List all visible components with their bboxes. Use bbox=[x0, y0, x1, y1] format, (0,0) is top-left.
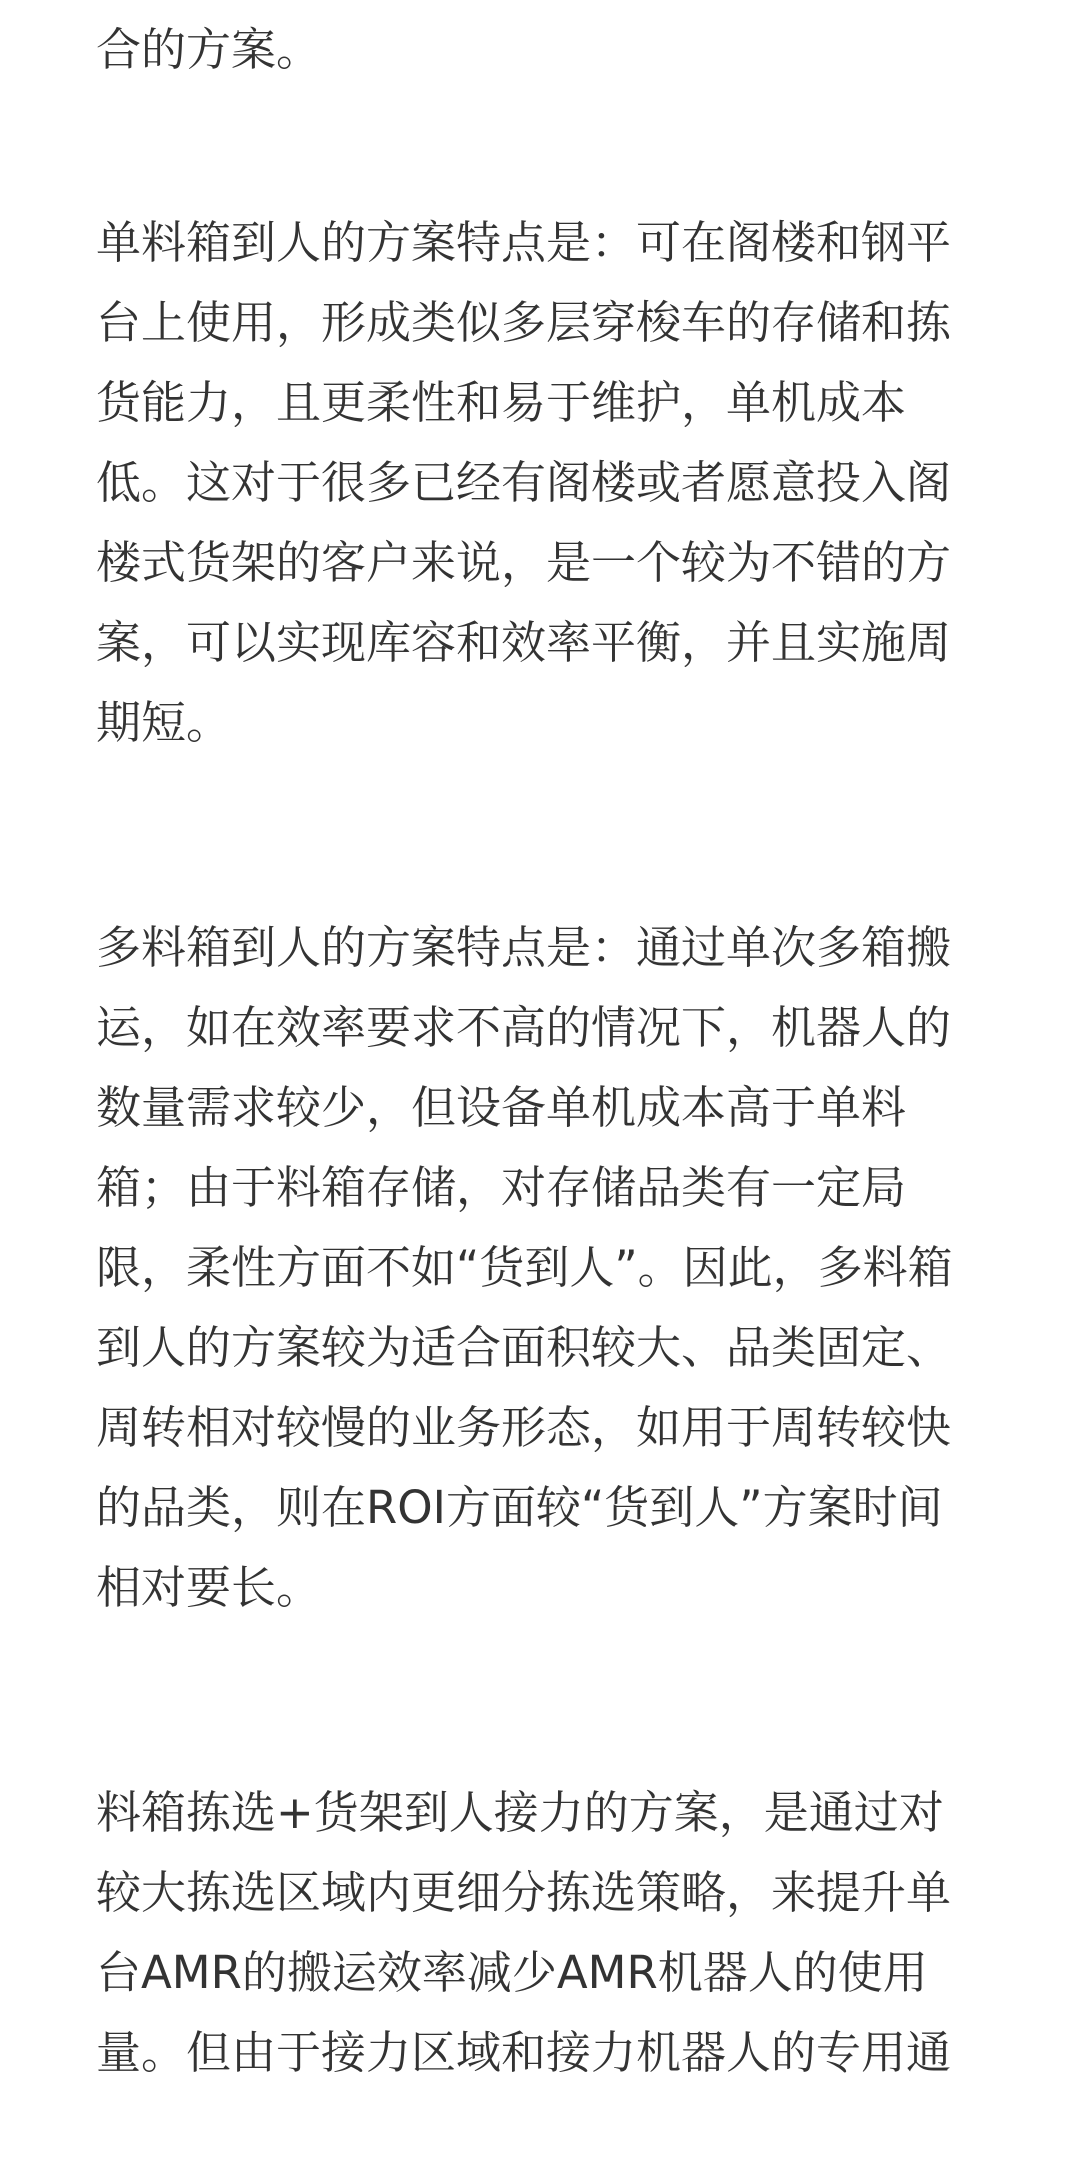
text-line: 货能力，且更柔性和易于维护，单机成本 bbox=[96, 376, 907, 429]
text-line: 限，柔性方面不如“货到人”。因此，多料箱 bbox=[96, 1241, 953, 1294]
text-line: 的品类，则在ROI方面较“货到人”方案时间 bbox=[96, 1481, 943, 1534]
text-line: 箱；由于料箱存储，对存储品类有一定局 bbox=[96, 1161, 907, 1214]
text-line: 较大拣选区域内更细分拣选策略，来提升单 bbox=[96, 1866, 952, 1919]
text-line: 运，如在效率要求不高的情况下，机器人的 bbox=[96, 1001, 952, 1054]
text-line: 到人的方案较为适合面积较大、品类固定、 bbox=[96, 1321, 952, 1374]
text-line: 单料箱到人的方案特点是：可在阁楼和钢平 bbox=[96, 216, 952, 269]
text-line: 案，可以实现库容和效率平衡，并且实施周 bbox=[96, 616, 952, 669]
text-line: 相对要长。 bbox=[96, 1561, 322, 1614]
text-line: 台AMR的搬运效率减少AMR机器人的使用 bbox=[96, 1946, 928, 1999]
text-line: 料箱拣选+货架到人接力的方案，是通过对 bbox=[96, 1786, 944, 1839]
text-line: 期短。 bbox=[96, 696, 232, 749]
text-line: 周转相对较慢的业务形态，如用于周转较快 bbox=[96, 1401, 952, 1454]
text-line: 楼式货架的客户来说，是一个较为不错的方 bbox=[96, 536, 952, 589]
text-line: 低。这对于很多已经有阁楼或者愿意投入阁 bbox=[96, 456, 952, 509]
text-line: 数量需求较少，但设备单机成本高于单料 bbox=[96, 1081, 907, 1134]
text-line: 合的方案。 bbox=[96, 23, 322, 76]
text-line: 台上使用，形成类似多层穿梭车的存储和拣 bbox=[96, 296, 952, 349]
text-line: 多料箱到人的方案特点是：通过单次多箱搬 bbox=[96, 921, 952, 974]
text-line: 量。但由于接力区域和接力机器人的专用通 bbox=[96, 2026, 952, 2079]
